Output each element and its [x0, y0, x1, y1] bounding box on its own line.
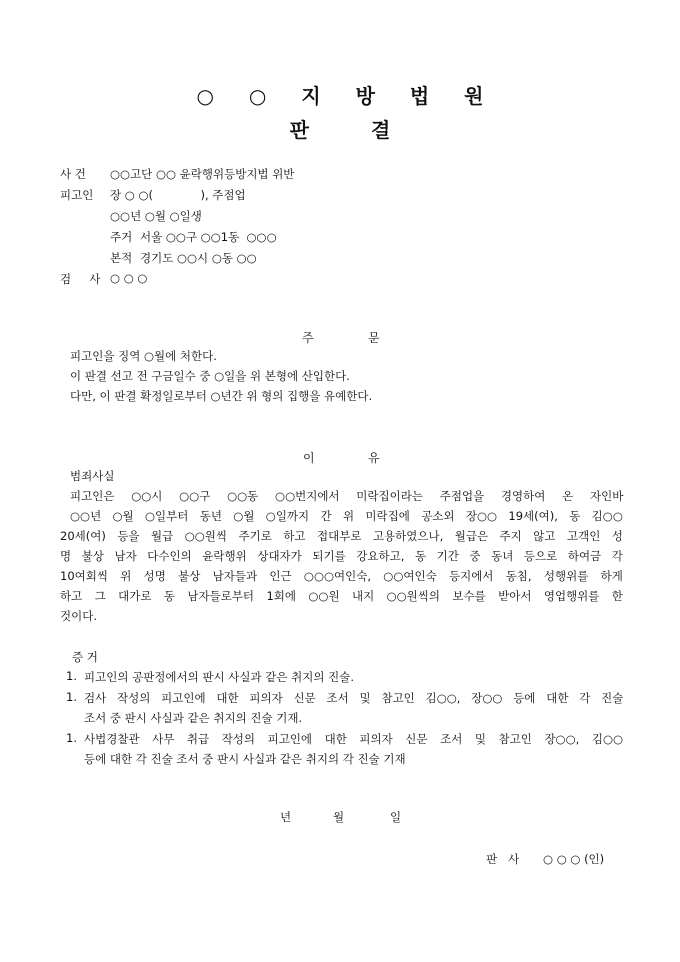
address-value: 서울 ○○구 ○○1동 ○○○	[140, 230, 277, 244]
evidence-line: 조서 중 판시 사실과 같은 취지의 진술 기재.	[84, 711, 303, 725]
judge-name: ○ ○ ○ (인)	[543, 852, 605, 866]
defendant-name: 장 ○ ○( ), 주점업	[110, 188, 246, 202]
date-month: 월	[333, 810, 345, 824]
crime-line: 것이다.	[60, 609, 97, 623]
case-label: 사 건	[60, 167, 86, 181]
evidence-line: 검사 작성의 피고인에 대한 피의자 신문 조서 및 참고인 김○○, 장○○ 등에 대한 각 진술	[84, 691, 624, 705]
date-day: 일	[390, 810, 402, 824]
order-heading-1: 주	[302, 331, 314, 345]
crime-line: ○○년 ○월 ○일부터 동년 ○월 ○일까지 간 위 미락집에 공소외 장○○ 19세(여), 동 김○○	[70, 509, 623, 523]
judge-label: 판 사	[486, 852, 520, 866]
evidence-number: 1.	[66, 731, 77, 745]
document-title	[0, 114, 680, 143]
evidence-line: 피고인의 공판정에서의 판시 사실과 같은 취지의 진술.	[84, 670, 354, 684]
order-line: 이 판결 선고 전 구금일수 중 ○일을 위 본형에 산입한다.	[70, 369, 350, 383]
evidence-number: 1.	[66, 669, 77, 683]
crime-facts-title: 범죄사실	[70, 469, 115, 483]
crime-line: 하고 그 대가로 동 남자들로부터 1회에 ○○원 내지 ○○원씩의 보수를 받아서 영업행위를 한	[60, 589, 623, 603]
evidence-title: 증 거	[72, 650, 98, 664]
title-char-2: 결	[371, 118, 391, 142]
reasons-heading-1: 이	[303, 451, 315, 465]
court-name: ○ ○ 지 방 법 원	[196, 84, 498, 108]
domicile-label: 본적	[110, 251, 133, 265]
order-line: 피고인을 징역 ○월에 처한다.	[70, 349, 217, 363]
case-value: ○○고단 ○○ 윤락행위등방지법 위반	[110, 167, 295, 181]
defendant-label: 피고인	[60, 188, 94, 202]
defendant-birth: ○○년 ○월 ○일생	[110, 209, 202, 223]
prosecutor-label: 검 사	[60, 272, 101, 286]
crime-line: 20세(여) 등을 월급 ○○원씩 주기로 하고 접대부로 고용하였으나, 월급은 주지 않고 고객인 성	[60, 529, 623, 543]
order-line: 다만, 이 판결 확정일로부터 ○년간 위 형의 집행을 유예한다.	[70, 389, 373, 403]
evidence-number: 1.	[66, 690, 77, 704]
title-char-1: 판	[289, 118, 309, 142]
evidence-line: 등에 대한 각 진술 조서 중 판시 사실과 같은 취지의 각 진술 기재	[84, 752, 406, 766]
evidence-line: 사법경찰관 사무 취급 작성의 피고인에 대한 피의자 신문 조서 및 참고인 장○○, 김○○	[84, 732, 624, 746]
domicile-value: 경기도 ○○시 ○동 ○○	[140, 251, 257, 265]
date-year: 년	[280, 810, 292, 824]
crime-line: 피고인은 ○○시 ○○구 ○○동 ○○번지에서 미락집이라는 주점업을 경영하여 온 자인바	[70, 489, 624, 503]
crime-line: 10여회씩 위 성명 불상 남자들과 인근 ○○○여인숙, ○○여인숙 등지에서 동침, 성행위를 하게	[60, 569, 623, 583]
reasons-heading-2: 유	[368, 451, 380, 465]
order-heading-2: 문	[368, 331, 380, 345]
address-label: 주거	[110, 230, 133, 244]
prosecutor-value: ○ ○ ○	[110, 271, 148, 285]
crime-line: 명 불상 남자 다수인의 윤락행위 상대자가 되기를 강요하고, 동 기간 중 동녀 등으로 하여금 각	[60, 549, 623, 563]
